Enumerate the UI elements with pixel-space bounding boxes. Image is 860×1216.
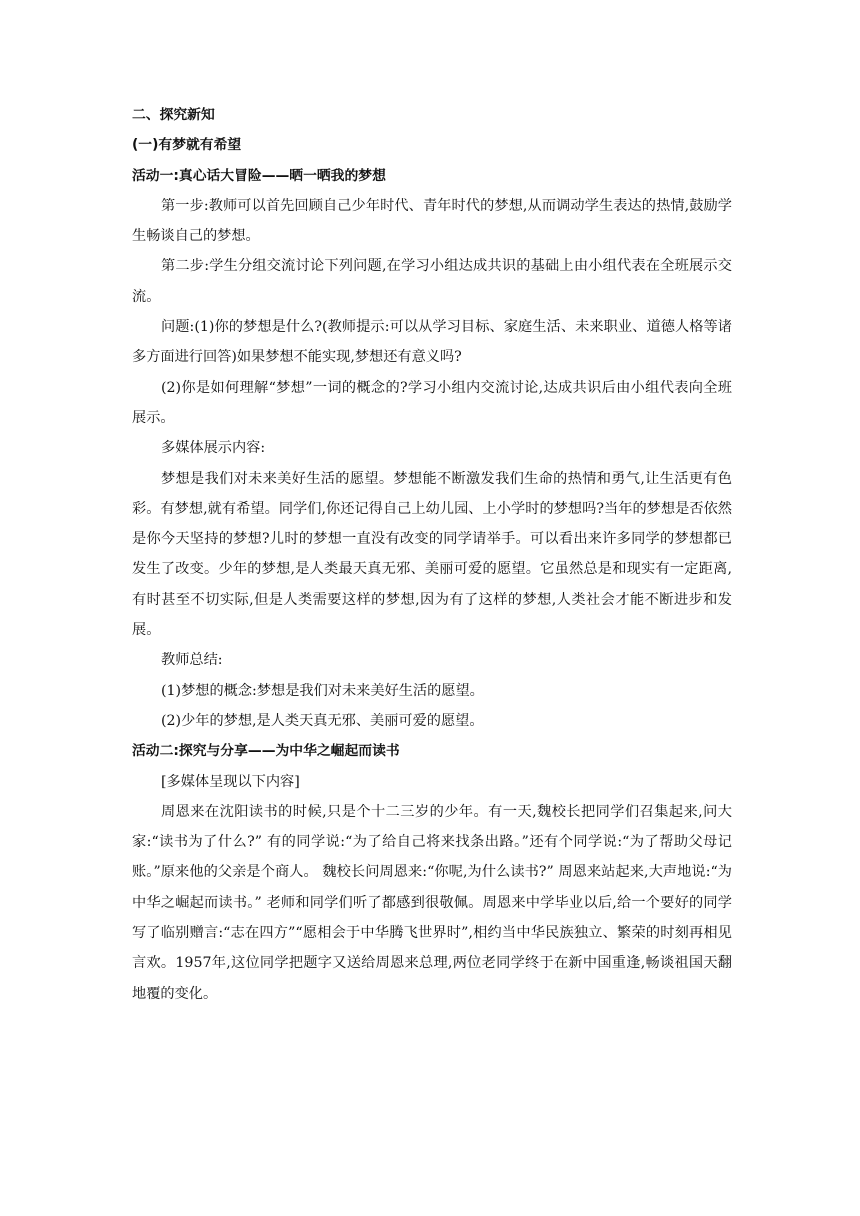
step1-paragraph: 第一步:教师可以首先回顾自己少年时代、青年时代的梦想,从而调动学生表达的热情,鼓励学生畅谈自己的梦想。 bbox=[132, 197, 732, 245]
activity1-title: 活动一:真心话大冒险——晒一晒我的梦想 bbox=[132, 167, 386, 184]
question1-paragraph: 问题:(1)你的梦想是什么?(教师提示:可以从学习目标、家庭生活、未来职业、道德人格等诸多方面进行回答)如果梦想不能实现,梦想还有意义吗? bbox=[132, 319, 732, 366]
media-note: [多媒体呈现以下内容] bbox=[161, 773, 300, 790]
summary-item-1: (1)梦想的概念:梦想是我们对未来美好生活的愿望。 bbox=[161, 682, 484, 699]
media-label: 多媒体展示内容: bbox=[161, 440, 266, 457]
summary-item-2: (2)少年的梦想,是人类天真无邪、美丽可爱的愿望。 bbox=[161, 712, 484, 729]
section-title: 二、探究新知 bbox=[132, 107, 215, 123]
story-paragraph: 周恩来在沈阳读书的时候,只是个十二三岁的少年。有一天,魏校长把同学们召集起来,问大家:“读书为了什么?” 有的同学说:“为了给自己将来找条出路。”还有个同学说:“为了帮助父母记账。”原来他的父亲是个商人。 魏校长问周恩来:“你呢,为什么读书?” 周恩来站起来,大声地说:“为中华之崛起而读书。” 老师和同学们听了都感到很敬佩。周恩来中学毕业以后,给一个要好的同学写了临别赠言:“志在四方”“愿相会于中华腾飞世界时”,相约当中华民族独立、繁荣的时刻再相见言欢。1957年,这位同学把题字又送给周恩来总理,两位老同学终于在新中国重逢,畅谈祖国天翻地覆的变化。 bbox=[132, 803, 732, 1002]
media-content-paragraph: 梦想是我们对未来美好生活的愿望。梦想能不断激发我们生命的热情和勇气,让生活更有色彩。有梦想,就有希望。同学们,你还记得自己上幼儿园、上小学时的梦想吗?当年的梦想是否依然是你今天坚持的梦想?儿时的梦想一直没有改变的同学请举手。可以看出来许多同学的梦想都已发生了改变。少年的梦想,是人类最天真无邪、美丽可爱的愿望。它虽然总是和现实有一定距离,有时甚至不切实际,但是人类需要这样的梦想,因为有了这样的梦想,人类社会才能不断进步和发展。 bbox=[132, 470, 732, 639]
document-page bbox=[132, 100, 732, 1009]
question2-paragraph: (2)你是如何理解“梦想”一词的概念的?学习小组内交流讨论,达成共识后由小组代表向全班展示。 bbox=[132, 379, 732, 426]
summary-label: 教师总结: bbox=[161, 652, 223, 669]
activity2-title: 活动二:探究与分享——为中华之崛起而读书 bbox=[132, 743, 400, 760]
subsection-title: (一)有梦就有希望 bbox=[132, 137, 242, 154]
step2-paragraph: 第二步:学生分组交流讨论下列问题,在学习小组达成共识的基础上由小组代表在全班展示交流。 bbox=[132, 258, 732, 305]
